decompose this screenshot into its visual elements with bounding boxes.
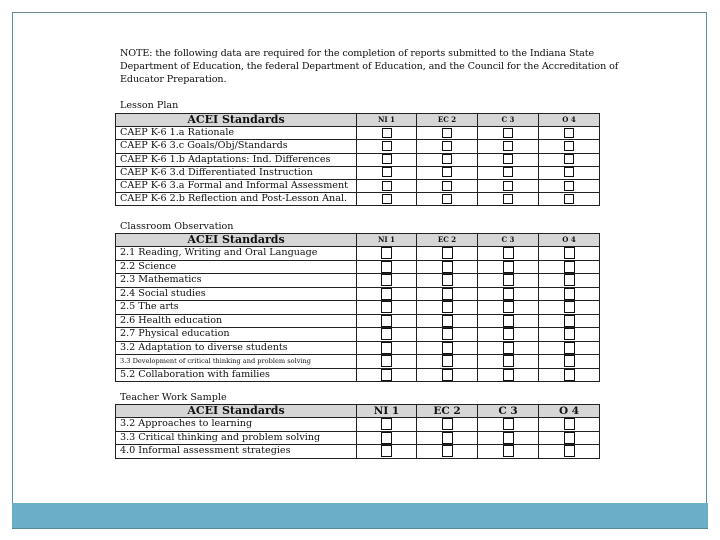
rating-cell: [478, 140, 539, 153]
standard-label: 3.2 Adaptation to diverse students: [116, 341, 357, 355]
column-header: NI 1: [357, 234, 417, 247]
column-header: EC 2: [417, 405, 478, 418]
table-row: [116, 341, 600, 355]
rating-checkbox[interactable]: [381, 418, 392, 430]
column-header: EC 2: [417, 234, 478, 247]
rating-checkbox[interactable]: [564, 274, 575, 286]
rating-checkbox[interactable]: [382, 141, 392, 151]
teacher-work-sample-table: [115, 404, 600, 459]
rating-cell: [417, 140, 478, 153]
rating-checkbox[interactable]: [564, 445, 575, 457]
rating-checkbox[interactable]: [382, 154, 392, 164]
rating-cell: [417, 166, 478, 179]
rating-cell: [417, 368, 478, 382]
rating-checkbox[interactable]: [442, 315, 453, 327]
rating-checkbox[interactable]: [503, 432, 514, 444]
table-row: [116, 287, 600, 301]
rating-cell: [478, 368, 539, 382]
standard-label: CAEP K-6 1.a Rationale: [116, 127, 357, 140]
rating-cell: [539, 127, 600, 140]
rating-cell: [357, 341, 417, 355]
rating-checkbox[interactable]: [503, 128, 513, 138]
rating-checkbox[interactable]: [442, 418, 453, 430]
table-row: [116, 418, 600, 432]
rating-checkbox[interactable]: [442, 328, 453, 340]
column-header: NI 1: [357, 405, 417, 418]
rating-cell: [417, 418, 478, 432]
section-title-classroom-observation: Classroom Observation: [120, 221, 234, 232]
table-row: [116, 179, 600, 192]
rating-cell: [478, 179, 539, 192]
rating-cell: [417, 445, 478, 459]
rating-cell: [417, 301, 478, 315]
column-header: EC 2: [417, 114, 478, 127]
rating-checkbox[interactable]: [442, 194, 452, 204]
rating-checkbox[interactable]: [564, 261, 575, 273]
rating-checkbox[interactable]: [564, 247, 575, 259]
rating-cell: [357, 328, 417, 342]
rating-cell: [539, 153, 600, 166]
rating-cell: [357, 301, 417, 315]
rating-cell: [417, 274, 478, 288]
rating-cell: [357, 445, 417, 459]
table-row: [116, 328, 600, 342]
rating-cell: [478, 418, 539, 432]
rating-cell: [539, 247, 600, 261]
standard-label: 5.2 Collaboration with families: [116, 368, 357, 382]
table-row: [116, 445, 600, 459]
rating-checkbox[interactable]: [442, 181, 452, 191]
rating-checkbox[interactable]: [442, 445, 453, 457]
rating-cell: [417, 341, 478, 355]
rating-cell: [357, 127, 417, 140]
standard-label: 2.7 Physical education: [116, 328, 357, 342]
rating-checkbox[interactable]: [442, 274, 453, 286]
rating-cell: [417, 179, 478, 192]
column-header: ACEI Standards: [116, 234, 357, 247]
rating-checkbox[interactable]: [382, 167, 392, 177]
rating-cell: [539, 431, 600, 445]
rating-checkbox[interactable]: [442, 369, 453, 381]
rating-cell: [539, 314, 600, 328]
standard-label: 2.2 Science: [116, 260, 357, 274]
note-text: NOTE: the following data are required for the completion of reports submitted to the Indiana State Department of Education, the federal Department of Education, and the Council for the Accreditation of Educator Preparation.: [120, 48, 619, 85]
standard-label: 2.5 The arts: [116, 301, 357, 315]
table-header-row: [116, 234, 600, 247]
rating-checkbox[interactable]: [503, 288, 514, 300]
rating-checkbox[interactable]: [442, 167, 452, 177]
column-header: ACEI Standards: [116, 405, 357, 418]
rating-checkbox[interactable]: [381, 445, 392, 457]
rating-checkbox[interactable]: [503, 355, 514, 367]
rating-cell: [478, 193, 539, 206]
table-row: [116, 301, 600, 315]
standard-label: CAEP K-6 2.b Reflection and Post-Lesson Anal.: [116, 193, 357, 206]
lesson-plan-table: [115, 113, 600, 206]
rating-checkbox[interactable]: [381, 432, 392, 444]
column-header: O 4: [539, 114, 600, 127]
column-header: O 4: [539, 234, 600, 247]
rating-cell: [417, 260, 478, 274]
standard-label: 2.1 Reading, Writing and Oral Language: [116, 247, 357, 261]
rating-checkbox[interactable]: [564, 369, 575, 381]
rating-checkbox[interactable]: [564, 128, 574, 138]
rating-cell: [539, 193, 600, 206]
table-row: [116, 355, 600, 369]
column-header: C 3: [478, 114, 539, 127]
rating-cell: [478, 328, 539, 342]
rating-cell: [357, 355, 417, 369]
section-title-lesson-plan: Lesson Plan: [120, 100, 179, 111]
rating-cell: [357, 368, 417, 382]
section-title-teacher-work-sample: Teacher Work Sample: [120, 392, 227, 403]
standard-label: CAEP K-6 3.c Goals/Obj/Standards: [116, 140, 357, 153]
rating-checkbox[interactable]: [564, 141, 574, 151]
rating-checkbox[interactable]: [442, 355, 453, 367]
rating-checkbox[interactable]: [503, 167, 513, 177]
table-header-row: [116, 114, 600, 127]
table-row: [116, 431, 600, 445]
rating-cell: [478, 247, 539, 261]
rating-checkbox[interactable]: [564, 355, 575, 367]
rating-checkbox[interactable]: [442, 432, 453, 444]
table-row: [116, 368, 600, 382]
rating-cell: [357, 179, 417, 192]
rating-checkbox[interactable]: [564, 301, 575, 313]
rating-cell: [478, 287, 539, 301]
rating-checkbox[interactable]: [503, 315, 514, 327]
rating-checkbox[interactable]: [564, 315, 575, 327]
table-row: [116, 166, 600, 179]
rating-checkbox[interactable]: [381, 274, 392, 286]
rating-cell: [478, 301, 539, 315]
rating-cell: [539, 418, 600, 432]
rating-checkbox[interactable]: [503, 247, 514, 259]
rating-cell: [417, 153, 478, 166]
rating-cell: [539, 166, 600, 179]
classroom-observation-table: [115, 233, 600, 382]
rating-checkbox[interactable]: [442, 261, 453, 273]
rating-checkbox[interactable]: [564, 432, 575, 444]
rating-cell: [417, 287, 478, 301]
rating-checkbox[interactable]: [381, 369, 392, 381]
rating-cell: [417, 328, 478, 342]
rating-cell: [417, 127, 478, 140]
rating-cell: [539, 287, 600, 301]
rating-checkbox[interactable]: [442, 288, 453, 300]
rating-checkbox[interactable]: [503, 369, 514, 381]
rating-cell: [478, 166, 539, 179]
rating-cell: [478, 341, 539, 355]
rating-cell: [357, 418, 417, 432]
standard-label: 3.3 Critical thinking and problem solving: [116, 431, 357, 445]
rating-cell: [539, 301, 600, 315]
rating-checkbox[interactable]: [564, 167, 574, 177]
rating-cell: [357, 193, 417, 206]
rating-checkbox[interactable]: [442, 154, 452, 164]
rating-cell: [539, 274, 600, 288]
standard-label: CAEP K-6 1.b Adaptations: Ind. Differences: [116, 153, 357, 166]
rating-checkbox[interactable]: [503, 141, 513, 151]
rating-checkbox[interactable]: [382, 194, 392, 204]
standard-label: 2.3 Mathematics: [116, 274, 357, 288]
rating-cell: [417, 247, 478, 261]
rating-checkbox[interactable]: [382, 128, 392, 138]
standard-label: 3.2 Approaches to learning: [116, 418, 357, 432]
rating-cell: [417, 193, 478, 206]
rating-cell: [357, 140, 417, 153]
rating-cell: [478, 314, 539, 328]
rating-cell: [478, 431, 539, 445]
rating-checkbox[interactable]: [382, 181, 392, 191]
rating-checkbox[interactable]: [381, 301, 392, 313]
table-header-row: [116, 405, 600, 418]
rating-cell: [417, 355, 478, 369]
standard-label: CAEP K-6 3.a Formal and Informal Assessment: [116, 179, 357, 192]
rating-cell: [539, 328, 600, 342]
rating-cell: [539, 368, 600, 382]
rating-cell: [478, 153, 539, 166]
rating-cell: [357, 153, 417, 166]
rating-checkbox[interactable]: [503, 328, 514, 340]
rating-cell: [357, 287, 417, 301]
rating-checkbox[interactable]: [564, 181, 574, 191]
rating-checkbox[interactable]: [442, 141, 452, 151]
table-row: [116, 193, 600, 206]
rating-cell: [478, 274, 539, 288]
rating-checkbox[interactable]: [503, 445, 514, 457]
standard-label: 2.4 Social studies: [116, 287, 357, 301]
rating-checkbox[interactable]: [503, 342, 514, 354]
rating-checkbox[interactable]: [503, 301, 514, 313]
rating-checkbox[interactable]: [503, 274, 514, 286]
table-row: [116, 247, 600, 261]
table-row: [116, 127, 600, 140]
rating-checkbox[interactable]: [442, 342, 453, 354]
column-header: O 4: [539, 405, 600, 418]
rating-checkbox[interactable]: [381, 247, 392, 259]
rating-cell: [478, 260, 539, 274]
standard-label: CAEP K-6 3.d Differentiated Instruction: [116, 166, 357, 179]
rating-checkbox[interactable]: [503, 261, 514, 273]
standard-label: 4.0 Informal assessment strategies: [116, 445, 357, 459]
rating-checkbox[interactable]: [503, 154, 513, 164]
rating-cell: [417, 431, 478, 445]
rating-checkbox[interactable]: [564, 328, 575, 340]
rating-checkbox[interactable]: [381, 328, 392, 340]
rating-cell: [539, 179, 600, 192]
rating-checkbox[interactable]: [442, 301, 453, 313]
rating-checkbox[interactable]: [503, 418, 514, 430]
rating-checkbox[interactable]: [442, 128, 452, 138]
rating-checkbox[interactable]: [503, 194, 513, 204]
rating-cell: [539, 445, 600, 459]
column-header: ACEI Standards: [116, 114, 357, 127]
rating-checkbox[interactable]: [564, 418, 575, 430]
rating-cell: [539, 140, 600, 153]
rating-cell: [478, 445, 539, 459]
rating-checkbox[interactable]: [503, 181, 513, 191]
rating-cell: [478, 355, 539, 369]
table-row: [116, 260, 600, 274]
rating-cell: [357, 260, 417, 274]
rating-checkbox[interactable]: [381, 261, 392, 273]
rating-checkbox[interactable]: [564, 194, 574, 204]
rating-cell: [539, 260, 600, 274]
rating-cell: [478, 127, 539, 140]
rating-checkbox[interactable]: [381, 355, 392, 367]
footer-band: [12, 503, 708, 529]
table-row: [116, 140, 600, 153]
standard-label: 3.3 Development of critical thinking and problem solving: [116, 355, 357, 369]
column-header: NI 1: [357, 114, 417, 127]
column-header: C 3: [478, 234, 539, 247]
table-row: [116, 274, 600, 288]
rating-checkbox[interactable]: [381, 342, 392, 354]
rating-cell: [417, 314, 478, 328]
rating-checkbox[interactable]: [564, 288, 575, 300]
rating-checkbox[interactable]: [564, 154, 574, 164]
rating-cell: [539, 355, 600, 369]
column-header: C 3: [478, 405, 539, 418]
rating-cell: [357, 314, 417, 328]
rating-checkbox[interactable]: [442, 247, 453, 259]
table-row: [116, 153, 600, 166]
rating-cell: [357, 274, 417, 288]
standard-label: 2.6 Health education: [116, 314, 357, 328]
rating-checkbox[interactable]: [381, 315, 392, 327]
table-row: [116, 314, 600, 328]
rating-cell: [357, 247, 417, 261]
rating-cell: [357, 431, 417, 445]
rating-cell: [539, 341, 600, 355]
rating-cell: [357, 166, 417, 179]
rating-checkbox[interactable]: [564, 342, 575, 354]
rating-checkbox[interactable]: [381, 288, 392, 300]
